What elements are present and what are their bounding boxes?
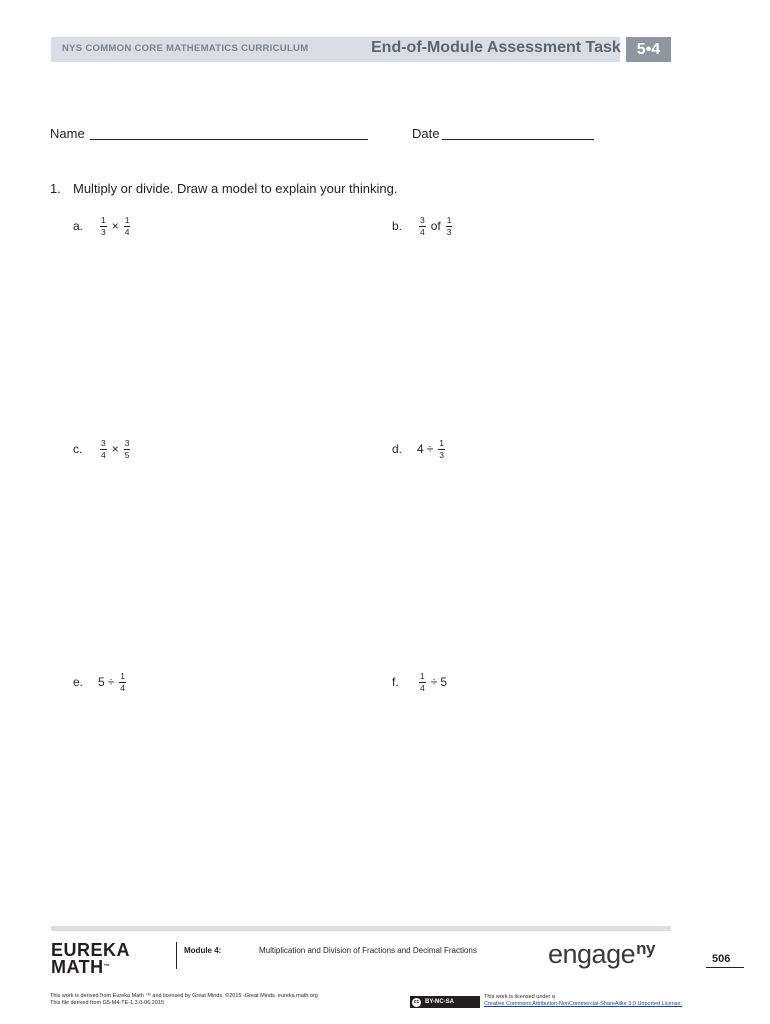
footer-divider	[176, 942, 177, 969]
problem-letter: f.	[392, 675, 399, 689]
problem-d	[392, 439, 447, 459]
operator: of	[430, 219, 441, 233]
denominator: 5	[124, 449, 130, 460]
page-number-underline	[706, 967, 744, 968]
derived-notice	[50, 993, 318, 1007]
problem-letter: b.	[392, 219, 403, 233]
denominator: 4	[101, 449, 106, 460]
logo-line-2: MATH	[51, 957, 104, 977]
license-line-1: This work is licensed under a	[484, 994, 555, 1000]
problem-letter: a.	[73, 219, 84, 233]
fraction	[119, 672, 126, 692]
operator: ÷	[430, 675, 438, 689]
fraction	[419, 216, 426, 236]
question-text: Multiply or divide. Draw a model to explain your thinking.	[73, 181, 398, 196]
operator: ÷	[107, 675, 115, 689]
eureka-math-logo	[51, 942, 130, 976]
numerator: 3	[124, 438, 130, 448]
problem-b	[392, 216, 454, 236]
denominator: 3	[101, 226, 106, 237]
problem-a	[73, 216, 132, 236]
operator: ×	[111, 442, 119, 456]
engageny-logo	[548, 939, 655, 970]
license-link[interactable]: Creative Commons Attribution-NonCommercial-ShareAlike 3.0 Unported License.	[484, 1001, 683, 1007]
fraction	[100, 216, 107, 236]
license-notice	[484, 994, 682, 1008]
whole-number: 4	[417, 442, 424, 456]
curriculum-label: NYS COMMON CORE MATHEMATICS CURRICULUM	[62, 43, 309, 54]
logo-line-1: EUREKA	[51, 940, 131, 960]
question-number: 1.	[50, 181, 61, 196]
cc-badge-text: BY-NC-SA	[425, 999, 455, 1005]
numerator: 3	[101, 438, 106, 448]
name-label: Name	[50, 126, 85, 141]
denominator: 4	[420, 682, 425, 693]
derived-line-2: This file derived from G5-M4-TE-1.3.0-06.2015	[50, 1000, 165, 1006]
page-number: 506	[712, 953, 731, 965]
denominator: 4	[120, 682, 126, 693]
problem-letter: c.	[73, 442, 83, 456]
fraction	[100, 439, 107, 459]
operator: ÷	[426, 442, 434, 456]
numerator: 1	[439, 438, 445, 448]
derived-line-1: This work is derived from Eureka Math ™ and licensed by Great Minds. ©2015 -Great Minds. eureka math.org	[50, 993, 318, 999]
operator: ×	[111, 219, 119, 233]
problem-f	[392, 672, 447, 692]
fraction	[438, 439, 445, 459]
footer-rule	[51, 926, 671, 931]
numerator: 1	[101, 215, 106, 225]
numerator: 1	[420, 671, 425, 681]
whole-number: 5	[440, 675, 448, 689]
fraction	[419, 672, 426, 692]
fraction	[124, 439, 131, 459]
cc-license-badge[interactable]	[410, 996, 480, 1008]
fraction	[446, 216, 453, 236]
date-field[interactable]	[442, 139, 594, 140]
module-name: Multiplication and Division of Fractions and Decimal Fractions	[259, 946, 477, 955]
whole-number: 5	[98, 675, 105, 689]
numerator: 1	[120, 671, 126, 681]
date-label: Date	[412, 126, 440, 141]
logo-trademark: ™	[103, 964, 111, 970]
numerator: 1	[446, 215, 452, 225]
name-field[interactable]	[90, 139, 368, 140]
denominator: 4	[124, 226, 130, 237]
denominator: 3	[446, 226, 452, 237]
numerator: 3	[420, 215, 425, 225]
denominator: 4	[420, 226, 425, 237]
problem-e	[73, 672, 128, 692]
problem-letter: e.	[73, 675, 84, 689]
page-title: End-of-Module Assessment Task	[371, 39, 621, 56]
grade-module-badge: 5•4	[626, 37, 671, 62]
cc-icon: cc	[413, 998, 420, 1005]
fraction	[124, 216, 131, 236]
numerator: 1	[124, 215, 130, 225]
denominator: 3	[439, 449, 445, 460]
module-label: Module 4:	[184, 946, 222, 955]
engage-ny: ny	[636, 939, 655, 958]
problem-letter: d.	[392, 442, 403, 456]
problem-c	[73, 439, 132, 459]
engage-text: engage	[548, 939, 636, 969]
